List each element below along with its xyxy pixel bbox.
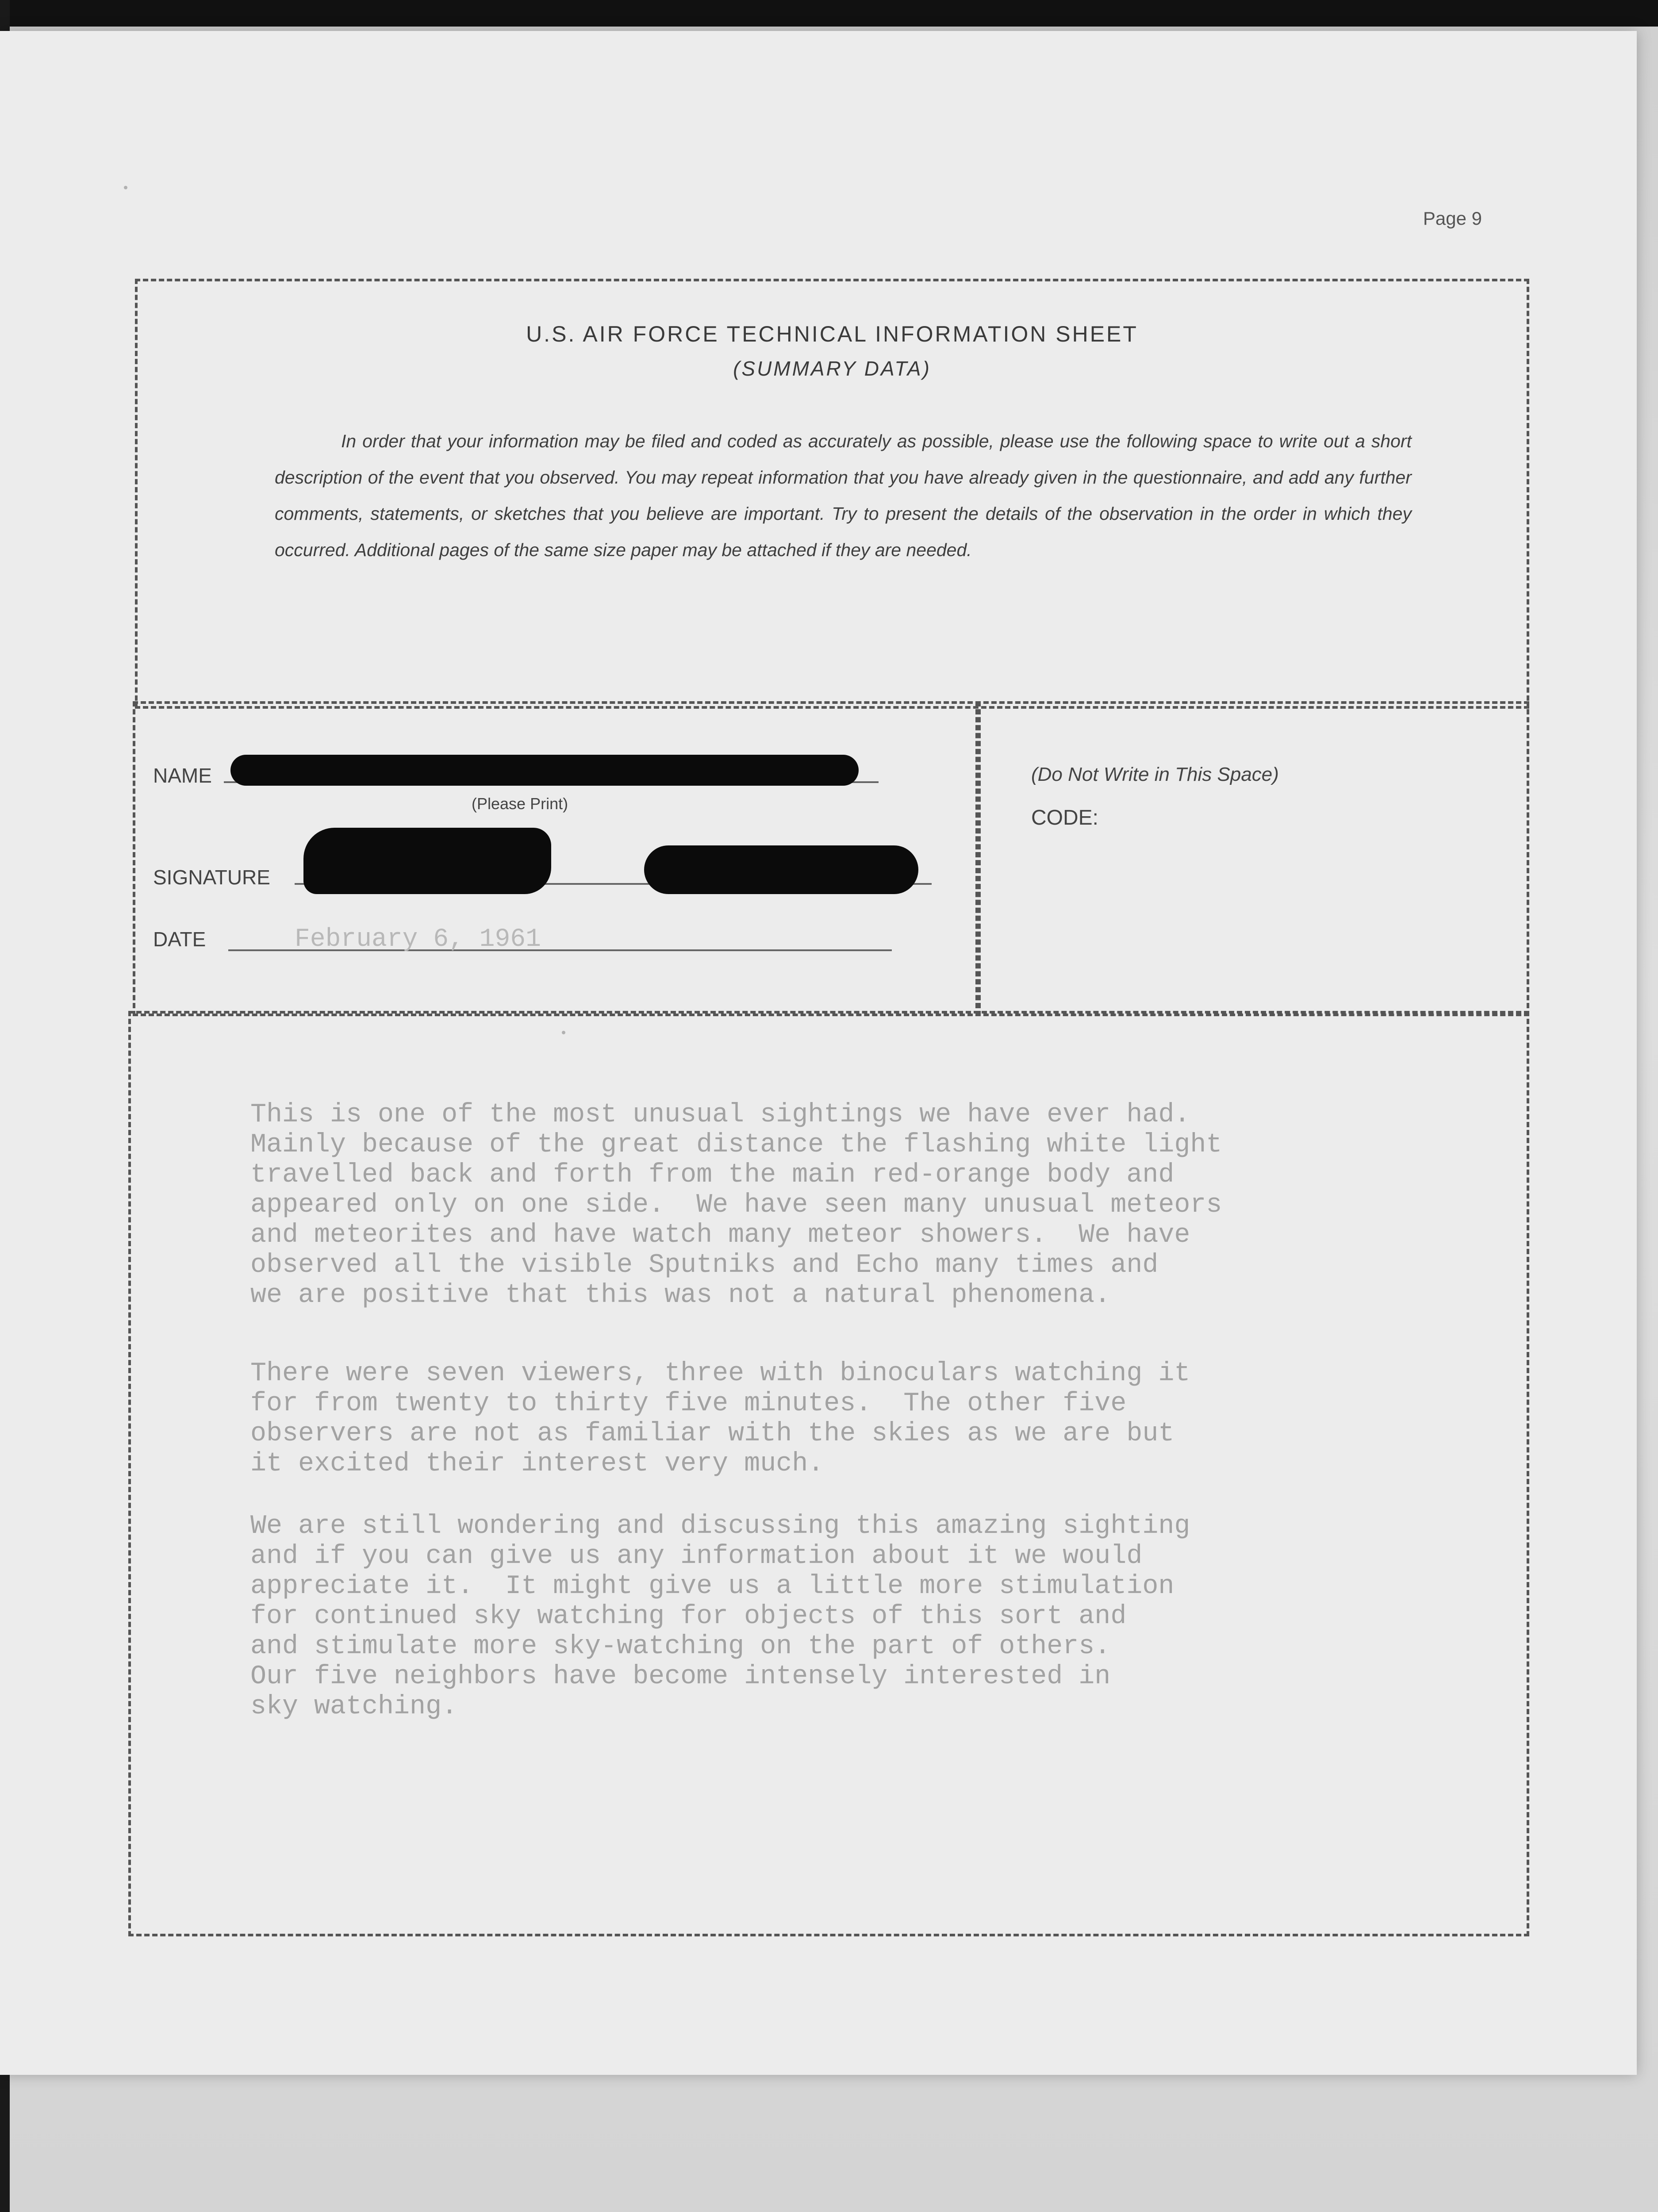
film-edge-top — [0, 0, 1658, 27]
code-label: CODE: — [1031, 806, 1099, 830]
page-number: Page 9 — [1423, 208, 1482, 229]
description-paragraph-1: This is one of the most unusual sightings we have ever had. Mainly because of the great distance the flashing white light travelled back and forth from the main red-orange body and appeared only on one side. We have seen many unusual meteors and meteorites and have watch many meteor showers. We have observed all the visible Sputniks and Echo many times and we are positive that this was not a natural phenomena. — [250, 1100, 1222, 1310]
header-section — [135, 279, 1529, 709]
signature-redaction-2 — [644, 845, 918, 894]
name-label: NAME — [153, 764, 212, 787]
description-paragraph-3: We are still wondering and discussing this amazing sighting and if you can give us any information about it we would appreciate it. It might give us a little more stimulation for continued sky watching for objects of this sort and and stimulate more sky-watching on the part of others. Our five neighbors have become intensely interested in sky watching. — [250, 1511, 1190, 1722]
date-value: February 6, 1961 — [295, 925, 541, 954]
instructions-text: In order that your information may be filed and coded as accurately as possible, please use the following space to write out a short description of the event that you observed. You may repeat information that you have already given in the questionnaire, and add any further comments, statements, or sketches that you believe are important. Try to present the details of the observation in the order in which they occurred. Additional pages of the same size paper may be attached if they are needed. — [275, 431, 1412, 560]
dust-speck — [562, 1031, 565, 1034]
date-label: DATE — [153, 928, 206, 951]
sheet-title: U.S. AIR FORCE TECHNICAL INFORMATION SHEET — [526, 322, 1138, 346]
name-redaction — [230, 755, 859, 786]
code-section — [975, 701, 1529, 1016]
sheet-subtitle: (SUMMARY DATA) — [733, 357, 931, 380]
document-sheet — [0, 31, 1637, 2075]
print-hint: (Please Print) — [472, 795, 568, 813]
observer-info-section — [133, 701, 981, 1016]
description-paragraph-2: There were seven viewers, three with binoculars watching it for from twenty to thirty five minutes. The other five observers are not as familiar with the skies as we are but it excited their interest very much. — [250, 1359, 1190, 1479]
code-note: (Do Not Write in This Space) — [1031, 764, 1279, 785]
dust-speck — [124, 186, 127, 189]
signature-label: SIGNATURE — [153, 866, 270, 889]
signature-redaction-1 — [303, 828, 551, 894]
description-section — [128, 1011, 1529, 1936]
